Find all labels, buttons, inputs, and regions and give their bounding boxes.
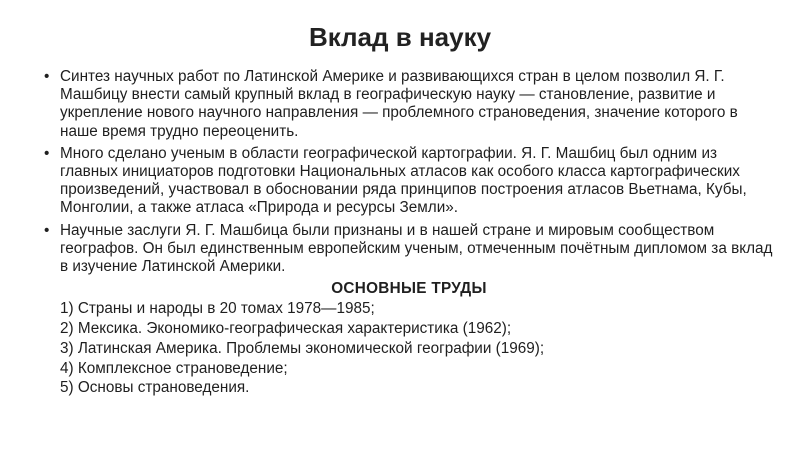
works-list [44, 300, 774, 397]
bullet-icon: • [44, 68, 50, 85]
bullet-text: Синтез научных работ по Латинской Америке и развивающихся стран в целом позволил Я. Г. Машбицу внести самый крупный вклад в географическую науку — становление, развитие и укрепление нового научного направления — проблемного страноведения, значение которого в наше время трудно переоценить. [60, 68, 738, 140]
works-item: 4) Комплексное страноведение; [60, 359, 288, 377]
bullet-text: Много сделано ученым в области географической картографии. Я. Г. Машбиц был одним из главных инициаторов подготовки Национальных атласов как особого класса картографических произведений, участвовал в обосновании ряда принципов построения атласов Вьетнама, Кубы, Монголии, а также атласа «Природа и ресурсы Земли». [60, 144, 747, 217]
bullet-item [44, 68, 774, 141]
works-item: 3) Латинская Америка. Проблемы экономической географии (1969); [60, 339, 545, 357]
works-item: 5) Основы страноведения. [60, 379, 250, 397]
works-item: 1) Страны и народы в 20 томах 1978—1985; [60, 300, 375, 318]
bullet-list [44, 68, 774, 276]
slide-title: Вклад в науку [308, 22, 492, 52]
bullet-item [44, 145, 774, 218]
slide-content [44, 68, 774, 399]
bullet-icon: • [44, 144, 50, 162]
works-item: 2) Мексика. Экономико-географическая характеристика (1962); [60, 320, 512, 338]
bullet-text: Научные заслуги Я. Г. Машбица были признаны и в нашей стране и мировым сообществом географов. Он был единственным европейским ученым, отмеченным почётным дипломом за вклад в изучение Латинской Америки. [60, 221, 773, 276]
bullet-icon: • [44, 221, 50, 239]
bullet-item [44, 222, 774, 277]
works-heading: ОСНОВНЫЕ ТРУДЫ [331, 280, 487, 298]
